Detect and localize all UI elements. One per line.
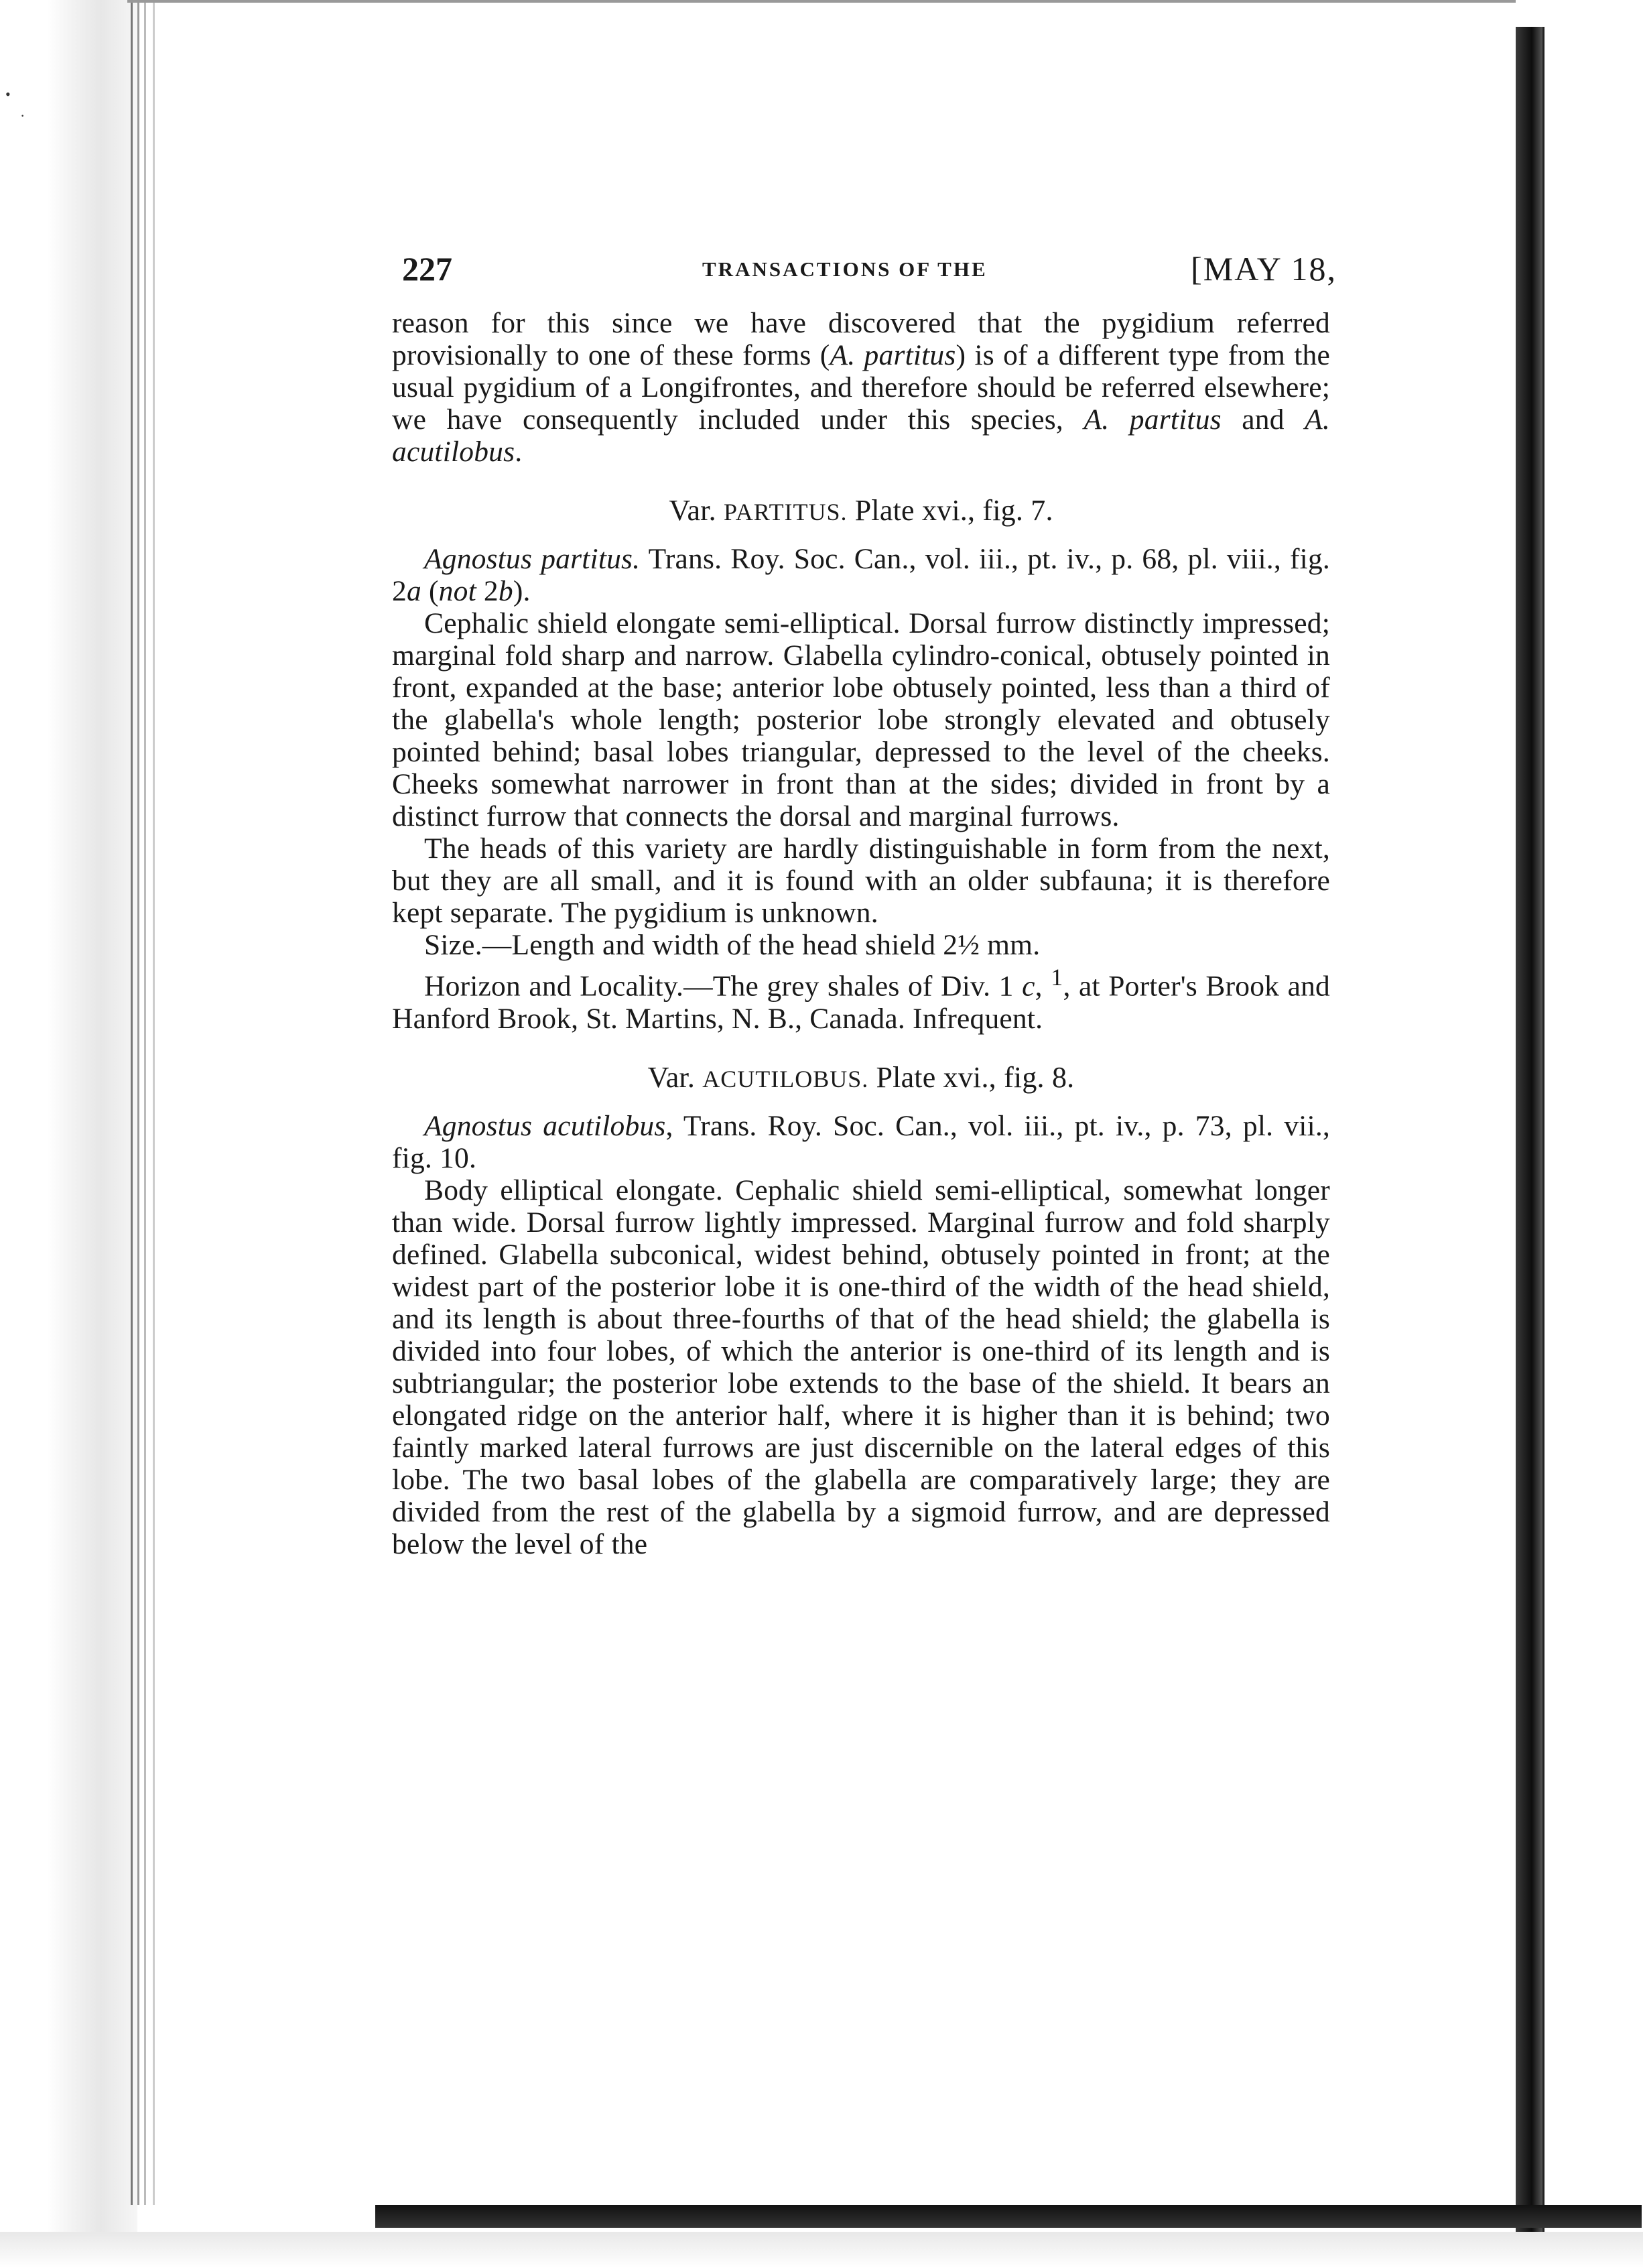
- section-heading-acutilobus: Var. ACUTILOBUS. Plate xvi., fig. 8.: [647, 1060, 1075, 1094]
- running-date: [MAY 18,: [1191, 250, 1337, 288]
- running-head: [402, 249, 1337, 290]
- leaf-edge-line: [153, 0, 155, 2205]
- intro-paragraph: reason for this since we have discovered that the pygidium referred provisionally to one of these forms (A. partitus) is of a different type from the usual pygidium of a Longifrontes, and therefore should be referred elsewhere; we have consequently included under this species, A. partitus and A. acutilobus.: [392, 307, 1331, 468]
- leaf-edge-line: [137, 0, 139, 2205]
- page-stack-edge: [0, 0, 137, 2268]
- remarks-partitus: The heads of this variety are hardly distinguishable in form from the next, but they are all small, and it is found with an older subfauna; it is therefore kept separate. The pygidium is unknown.: [392, 832, 1330, 929]
- leaf-edge-line: [144, 0, 146, 2205]
- page-number: 227: [402, 250, 452, 288]
- running-title: TRANSACTIONS OF THE: [702, 257, 988, 281]
- book-gutter-shadow: [1516, 27, 1542, 2232]
- synonymy-partitus: Agnostus partitus. Trans. Roy. Soc. Can., vol. iii., pt. iv., p. 68, pl. viii., fig. 2a (not 2b).: [392, 543, 1330, 607]
- horizon-partitus: Horizon and Locality.—The grey shales of Div. 1 c, $^1$, at Porter's Brook and Hanford Brook, St. Martins, N. B., Canada. Infrequent.: [392, 964, 1331, 1035]
- description-partitus: Cephalic shield elongate semi-elliptical. Dorsal furrow distinctly impressed; marginal fold sharp and narrow. Glabella cylindro-conical, obtusely pointed in front, expanded at the base; anterior lobe obtusely pointed, less than a third of the glabella's whole length; posterior lobe strongly elevated and obtusely pointed behind; basal lobes triangular, depressed to the level of the cheeks. Cheeks somewhat narrower in front than at the sides; divided in front by a distinct furrow that connects the dorsal and marginal furrows.: [392, 607, 1330, 832]
- leaf-edge-line: [131, 0, 133, 2205]
- section-heading-partitus: Var. PARTITUS. Plate xvi., fig. 7.: [669, 494, 1053, 527]
- margin-speck: •: [5, 86, 11, 103]
- facing-page-strip: [1542, 27, 1643, 2232]
- size-partitus: Size.—Length and width of the head shield 2½ mm.: [424, 929, 1041, 961]
- page-bottom-shadow: [375, 2205, 1642, 2228]
- synonymy-acutilobus: Agnostus acutilobus, Trans. Roy. Soc. Can., vol. iii., pt. iv., p. 73, pl. vii., fig. 10.: [392, 1109, 1330, 1174]
- scan-bottom-band: [0, 2232, 1643, 2268]
- margin-speck: ·: [20, 107, 25, 124]
- body-text: [392, 307, 1330, 1560]
- page-top-edge: [127, 0, 1516, 3]
- description-acutilobus: Body elliptical elongate. Cephalic shield semi-elliptical, somewhat longer than wide. Dorsal furrow lightly impressed. Marginal furrow and fold sharply defined. Glabella subconical, widest behind, obtusely pointed in front; at the widest part of the posterior lobe it is one-third of the width of the head shield, and its length is about three-fourths of that of the head shield; the glabella is divided into four lobes, of which the anterior is one-third of its length and is subtriangular; the posterior lobe extends to the base of the shield. It bears an elongated ridge on the anterior half, where it is higher than it is behind; two faintly marked lateral furrows are just discernible on the lateral edges of this lobe. The two basal lobes of the glabella are comparatively large; they are divided from the rest of the glabella by a sigmoid furrow, and are depressed below the level of the: [392, 1174, 1330, 1560]
